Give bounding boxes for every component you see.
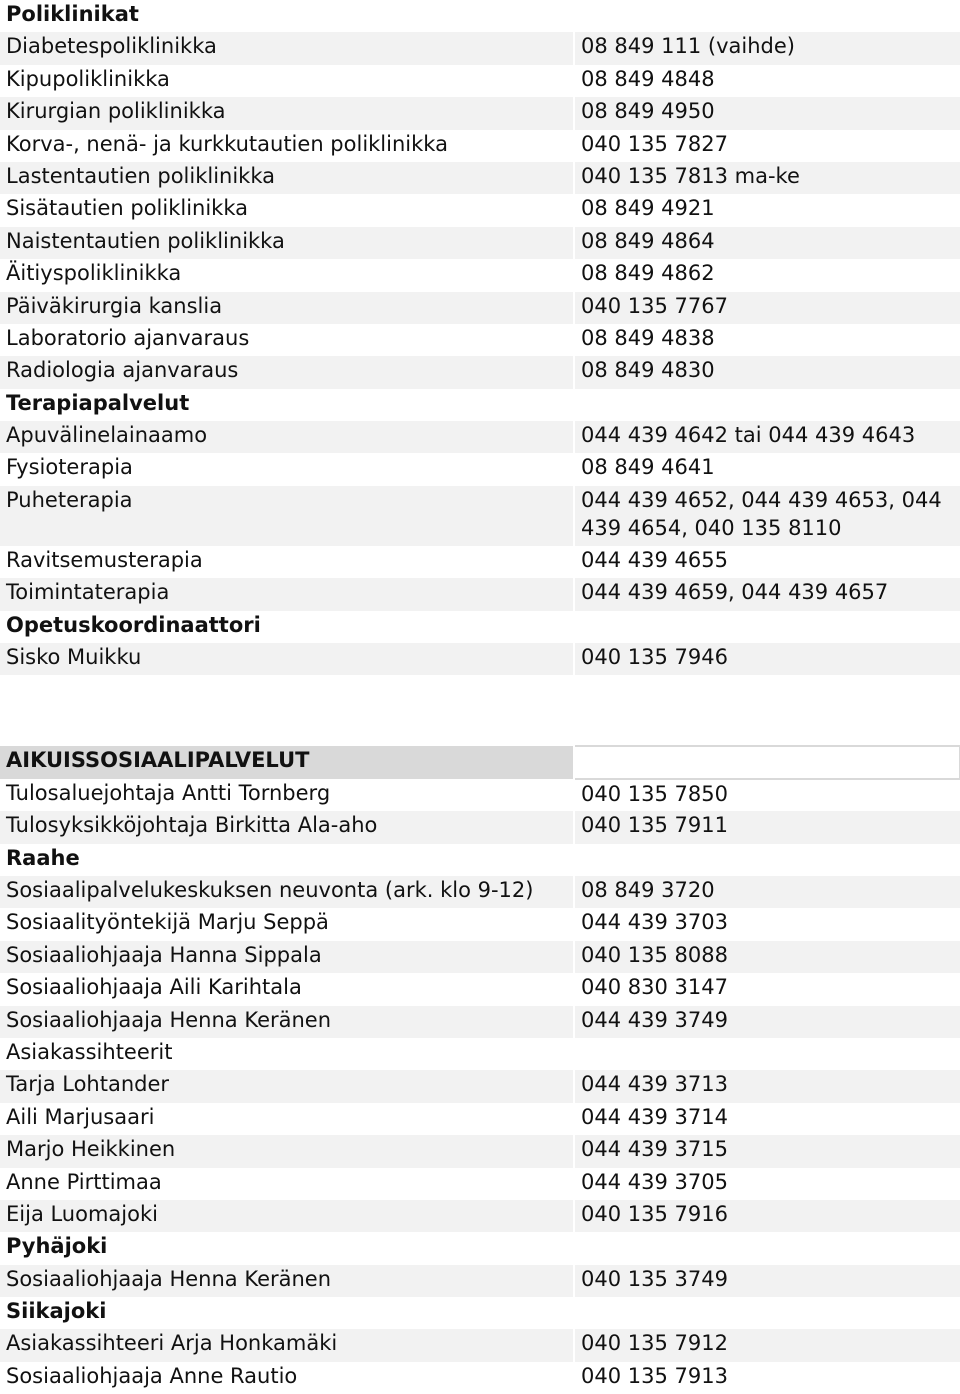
contact-label: Sisko Muikku bbox=[0, 643, 574, 675]
section-heading-row bbox=[0, 1232, 960, 1264]
phone-number bbox=[574, 389, 960, 421]
phone-number bbox=[574, 1297, 960, 1329]
contact-row bbox=[0, 1103, 960, 1135]
contact-label: Siikajoki bbox=[0, 1297, 574, 1329]
contact-row bbox=[0, 65, 960, 97]
contact-label: Tarja Lohtander bbox=[0, 1070, 574, 1102]
phone-number: 040 135 7767 bbox=[574, 292, 960, 324]
phone-number: 040 135 7850 bbox=[574, 779, 960, 811]
contact-label: Eija Luomajoki bbox=[0, 1200, 574, 1232]
section-gap bbox=[0, 675, 960, 745]
phone-number: 08 849 3720 bbox=[574, 876, 960, 908]
contact-row bbox=[0, 162, 960, 194]
contact-row bbox=[0, 1038, 960, 1070]
contact-row bbox=[0, 1329, 960, 1361]
phone-number bbox=[574, 844, 960, 876]
phone-number bbox=[574, 746, 960, 778]
contact-label: Puheterapia bbox=[0, 486, 574, 546]
contact-label: Sosiaaliohjaaja Anne Rautio bbox=[0, 1362, 574, 1394]
contact-label: Sosiaaliohjaaja Hanna Sippala bbox=[0, 941, 574, 973]
phone-number bbox=[574, 1038, 960, 1070]
contact-row bbox=[0, 486, 960, 546]
contact-label: Sosiaaliohjaaja Henna Keränen bbox=[0, 1006, 574, 1038]
phone-number: 040 135 7916 bbox=[574, 1200, 960, 1232]
contact-row bbox=[0, 1200, 960, 1232]
contact-row bbox=[0, 356, 960, 388]
contact-row bbox=[0, 421, 960, 453]
contact-row bbox=[0, 908, 960, 940]
phone-number: 044 439 3714 bbox=[574, 1103, 960, 1135]
contact-label: Marjo Heikkinen bbox=[0, 1135, 574, 1167]
section-heading-row bbox=[0, 746, 960, 778]
contact-label: Fysioterapia bbox=[0, 453, 574, 485]
contact-label: Sosiaaliohjaaja Aili Karihtala bbox=[0, 973, 574, 1005]
contact-label: Pyhäjoki bbox=[0, 1232, 574, 1264]
contact-label: Lastentautien poliklinikka bbox=[0, 162, 574, 194]
contact-row bbox=[0, 227, 960, 259]
contact-label: Laboratorio ajanvaraus bbox=[0, 324, 574, 356]
contact-label: Sosiaaliohjaaja Henna Keränen bbox=[0, 1265, 574, 1297]
contact-row bbox=[0, 194, 960, 226]
phone-number: 08 849 111 (vaihde) bbox=[574, 32, 960, 64]
contact-row bbox=[0, 1362, 960, 1394]
contact-label: Kipupoliklinikka bbox=[0, 65, 574, 97]
phone-number: 040 830 3147 bbox=[574, 973, 960, 1005]
contact-label: Aili Marjusaari bbox=[0, 1103, 574, 1135]
contact-row bbox=[0, 876, 960, 908]
contact-label: Naistentautien poliklinikka bbox=[0, 227, 574, 259]
phone-number: 044 439 4655 bbox=[574, 546, 960, 578]
contact-label: Asiakassihteerit bbox=[0, 1038, 574, 1070]
contact-row bbox=[0, 643, 960, 675]
section-heading-row bbox=[0, 0, 960, 32]
contacts-table-bottom bbox=[0, 745, 960, 1394]
contact-row bbox=[0, 292, 960, 324]
contact-row bbox=[0, 941, 960, 973]
contact-row bbox=[0, 973, 960, 1005]
contact-label: Sosiaalipalvelukeskuksen neuvonta (ark. klo 9-12) bbox=[0, 876, 574, 908]
phone-number bbox=[574, 1232, 960, 1264]
contact-label: Apuvälinelainaamo bbox=[0, 421, 574, 453]
contact-label: Ravitsemusterapia bbox=[0, 546, 574, 578]
phone-number: 044 439 4659, 044 439 4657 bbox=[574, 578, 960, 610]
contact-label: Sosiaalityöntekijä Marju Seppä bbox=[0, 908, 574, 940]
phone-number: 044 439 3715 bbox=[574, 1135, 960, 1167]
phone-number bbox=[574, 0, 960, 32]
contact-label: Terapiapalvelut bbox=[0, 389, 574, 421]
phone-number: 044 439 4642 tai 044 439 4643 bbox=[574, 421, 960, 453]
section-heading-row bbox=[0, 611, 960, 643]
contact-label: Tulosaluejohtaja Antti Tornberg bbox=[0, 779, 574, 811]
phone-number: 044 439 3703 bbox=[574, 908, 960, 940]
phone-number: 08 849 4830 bbox=[574, 356, 960, 388]
phone-number: 08 849 4862 bbox=[574, 259, 960, 291]
contact-label: Korva-, nenä- ja kurkkutautien poliklinikka bbox=[0, 130, 574, 162]
phone-number: 040 135 7911 bbox=[574, 811, 960, 843]
phone-number: 08 849 4950 bbox=[574, 97, 960, 129]
phone-number: 040 135 7912 bbox=[574, 1329, 960, 1361]
section-heading-row bbox=[0, 389, 960, 421]
phone-number: 040 135 7913 bbox=[574, 1362, 960, 1394]
contact-row bbox=[0, 453, 960, 485]
contact-label: Äitiyspoliklinikka bbox=[0, 259, 574, 291]
phone-number: 08 849 4864 bbox=[574, 227, 960, 259]
contact-row bbox=[0, 546, 960, 578]
contact-row bbox=[0, 130, 960, 162]
contact-row bbox=[0, 1168, 960, 1200]
section-heading-row bbox=[0, 1297, 960, 1329]
contact-row bbox=[0, 97, 960, 129]
contact-label: Anne Pirttimaa bbox=[0, 1168, 574, 1200]
phone-number bbox=[574, 611, 960, 643]
contacts-table-top bbox=[0, 0, 960, 675]
section-heading-row bbox=[0, 844, 960, 876]
contact-label: Toimintaterapia bbox=[0, 578, 574, 610]
phone-number: 044 439 4652, 044 439 4653, 044 439 4654, 040 135 8110 bbox=[574, 486, 960, 546]
contact-row bbox=[0, 32, 960, 64]
phone-number: 040 135 3749 bbox=[574, 1265, 960, 1297]
contact-row bbox=[0, 1006, 960, 1038]
phone-number: 08 849 4838 bbox=[574, 324, 960, 356]
contact-label: Kirurgian poliklinikka bbox=[0, 97, 574, 129]
phone-number: 040 135 7827 bbox=[574, 130, 960, 162]
contact-label: Diabetespoliklinikka bbox=[0, 32, 574, 64]
contact-row bbox=[0, 811, 960, 843]
contact-label: Raahe bbox=[0, 844, 574, 876]
contact-row bbox=[0, 779, 960, 811]
contact-row bbox=[0, 1135, 960, 1167]
contact-label: Tulosyksikköjohtaja Birkitta Ala-aho bbox=[0, 811, 574, 843]
contact-row bbox=[0, 259, 960, 291]
phone-number: 040 135 7813 ma-ke bbox=[574, 162, 960, 194]
contact-row bbox=[0, 324, 960, 356]
contact-row bbox=[0, 578, 960, 610]
contact-row bbox=[0, 1070, 960, 1102]
phone-number: 044 439 3705 bbox=[574, 1168, 960, 1200]
contact-label: Päiväkirurgia kanslia bbox=[0, 292, 574, 324]
phone-number: 08 849 4921 bbox=[574, 194, 960, 226]
contact-label: Sisätautien poliklinikka bbox=[0, 194, 574, 226]
contact-label: Opetuskoordinaattori bbox=[0, 611, 574, 643]
phone-number: 040 135 7946 bbox=[574, 643, 960, 675]
phone-number: 08 849 4848 bbox=[574, 65, 960, 97]
phone-number: 044 439 3713 bbox=[574, 1070, 960, 1102]
contact-row bbox=[0, 1265, 960, 1297]
contact-label: Radiologia ajanvaraus bbox=[0, 356, 574, 388]
phone-number: 08 849 4641 bbox=[574, 453, 960, 485]
contact-label: Poliklinikat bbox=[0, 0, 574, 32]
contact-label: AIKUISSOSIAALIPALVELUT bbox=[0, 746, 574, 778]
contact-label: Asiakassihteeri Arja Honkamäki bbox=[0, 1329, 574, 1361]
phone-number: 040 135 8088 bbox=[574, 941, 960, 973]
phone-number: 044 439 3749 bbox=[574, 1006, 960, 1038]
